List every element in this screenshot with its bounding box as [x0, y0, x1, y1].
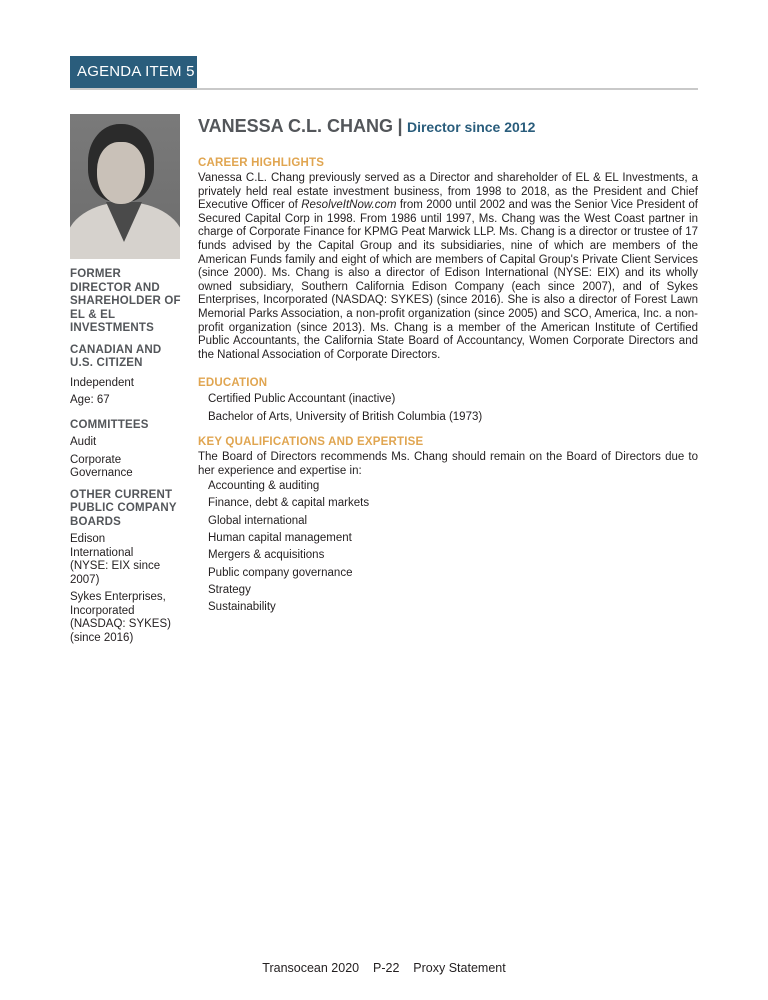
qualification-item: Accounting & auditing	[208, 480, 320, 493]
independence-status: Independent	[70, 376, 134, 389]
qualification-item: Strategy	[208, 583, 251, 596]
director-name: VANESSA C.L. CHANG	[198, 116, 394, 136]
qualifications-list	[198, 478, 698, 616]
page-footer: Transocean 2020 P-22 Proxy Statement	[262, 961, 506, 975]
education-item: Certified Public Accountant (inactive)	[208, 393, 396, 406]
header-divider	[70, 88, 698, 90]
career-highlights-text: Vanessa C.L. Chang previously served as a Director and shareholder of EL & EL Investments, a privately held real estate investment business, from 1998 to 2018, as the President and Chief Executive Officer of ResolveItNow.com from 2000 until 2002 and was the Senior Vice President of Secured Capital Corp in 1998. From 1986 until 1997, Ms. Chang was the West Coast partner in charge of Corporate Finance for KPMG Peat Marwick LLP. Ms. Chang is a director or trustee of 17 funds advised by the Capital Group and its subsidiaries, nine of which are members of the American Funds family and eight of which are members of Capital Group's Private Client Services (since 2000). Ms. Chang is also a director of Edison International (NYSE: EIX) and its wholly owned subsidiary, Southern California Edison Company (each since 2007), and of Sykes Enterprises, Incorporated (NASDAQ: SYKES) (since 2016). She is also a director of Forest Lawn Memorial Parks Association, a non-profit organization (since 2005) and SCO, America, Inc. a non-profit organization (since 2013). Ms. Chang is a member of the American Institute of Certified Public Accountants, the California State Board of Accountancy, Women Corporate Directors and the National Association of Corporate Directors.	[198, 172, 698, 361]
former-role-heading: FORMER DIRECTOR AND SHAREHOLDER OF EL & EL INVESTMENTS	[70, 268, 181, 334]
education-heading: EDUCATION	[198, 377, 268, 390]
career-highlights-heading: CAREER HIGHLIGHTS	[198, 157, 325, 169]
director-since: Director since 2012	[406, 119, 536, 135]
director-age: Age: 67	[70, 394, 110, 406]
education-list	[198, 391, 698, 426]
committees-heading: COMMITTEES	[70, 418, 149, 431]
qualification-item: Finance, debt & capital markets	[208, 497, 370, 510]
qualifications-heading: KEY QUALIFICATIONS AND EXPERTISE	[198, 435, 424, 448]
qualification-item: Global international	[208, 514, 308, 527]
agenda-item-tab: AGENDA ITEM 5	[70, 56, 197, 88]
citizenship-heading: CANADIAN AND U.S. CITIZEN	[70, 343, 162, 369]
director-heading	[198, 116, 535, 137]
committee-item: Audit	[70, 436, 97, 448]
other-boards-heading: OTHER CURRENT PUBLIC COMPANY BOARDS	[70, 488, 177, 528]
qualification-item: Sustainability	[208, 601, 276, 614]
director-profile	[198, 156, 698, 616]
education-item: Bachelor of Arts, University of British Columbia (1973)	[208, 410, 483, 423]
heading-separator: |	[397, 116, 403, 136]
qualification-item: Mergers & acquisitions	[208, 549, 325, 562]
other-board-item: Edison International (NYSE: EIX since 2007)	[70, 533, 161, 586]
qualifications-intro: The Board of Directors recommends Ms. Chang should remain on the Board of Directors due to her experience and expertise in:	[198, 450, 698, 477]
other-board-item: Sykes Enterprises, Incorporated (NASDAQ: SYKES) (since 2016)	[70, 591, 171, 644]
qualification-item: Public company governance	[208, 566, 353, 579]
qualification-item: Human capital management	[208, 531, 352, 544]
director-sidebar	[70, 268, 185, 645]
director-photo	[70, 114, 180, 259]
committee-item: Corporate Governance	[70, 453, 133, 479]
